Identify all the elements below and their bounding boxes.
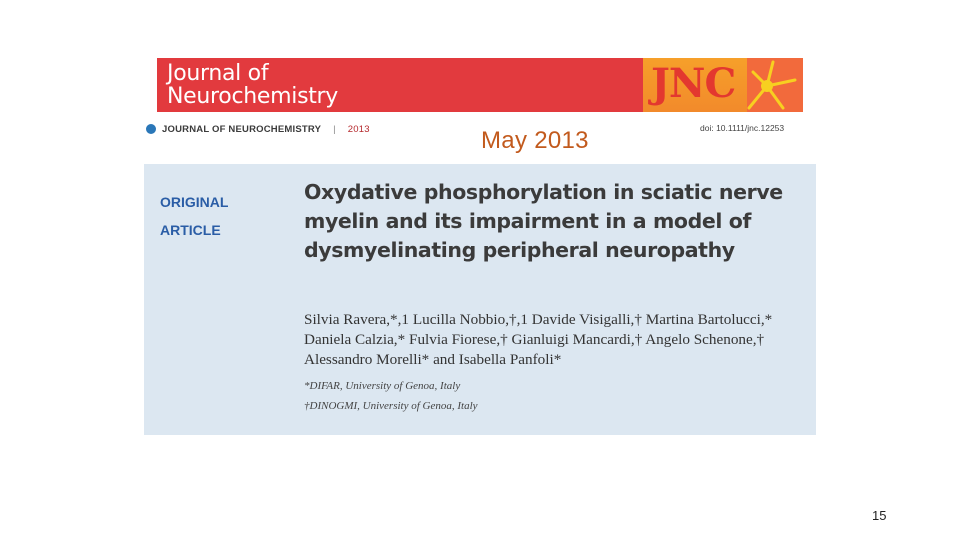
article-header-panel bbox=[144, 164, 816, 435]
slide-date: May 2013 bbox=[481, 127, 589, 154]
journal-info-line bbox=[146, 122, 370, 136]
article-affiliations bbox=[304, 376, 478, 416]
banner-title-line2: Neurochemistry bbox=[167, 84, 339, 109]
neuron-icon bbox=[743, 58, 803, 112]
article-type bbox=[160, 188, 228, 244]
journal-year: 2013 bbox=[347, 123, 370, 135]
jnc-logo bbox=[643, 58, 803, 112]
doi-text: doi: 10.1111/jnc.12253 bbox=[700, 123, 785, 133]
article-authors: Silvia Ravera,*,1 Lucilla Nobbio,†,1 Davide Visigalli,† Martina Bartolucci,* Daniela Calzia,* Fulvia Fiorese,† Gianluigi Mancardi,† Angelo Schenone,† Alessandro Morelli* and Isabella Panfoli* bbox=[304, 311, 773, 368]
page-number: 15 bbox=[872, 508, 887, 523]
article-type-line2: ARTICLE bbox=[160, 222, 221, 238]
jnc-logo-text: JNC bbox=[651, 60, 736, 107]
banner-title-line1: Journal of bbox=[167, 61, 269, 86]
affiliation-2: †DINOGMI, University of Genoa, Italy bbox=[304, 400, 478, 412]
jnc-logo-box bbox=[643, 58, 747, 112]
journal-banner-title bbox=[167, 62, 338, 108]
journal-banner bbox=[157, 58, 803, 112]
journal-dot-icon bbox=[146, 124, 156, 134]
journal-name: JOURNAL OF NEUROCHEMISTRY bbox=[162, 123, 322, 135]
affiliation-1: *DIFAR, University of Genoa, Italy bbox=[304, 380, 461, 392]
journal-separator: | bbox=[333, 123, 336, 135]
article-type-line1: ORIGINAL bbox=[160, 194, 229, 210]
article-title: Oxydative phosphorylation in sciatic nerve myelin and its impairment in a model of dysmyelinating peripheral neuropathy bbox=[304, 180, 783, 262]
